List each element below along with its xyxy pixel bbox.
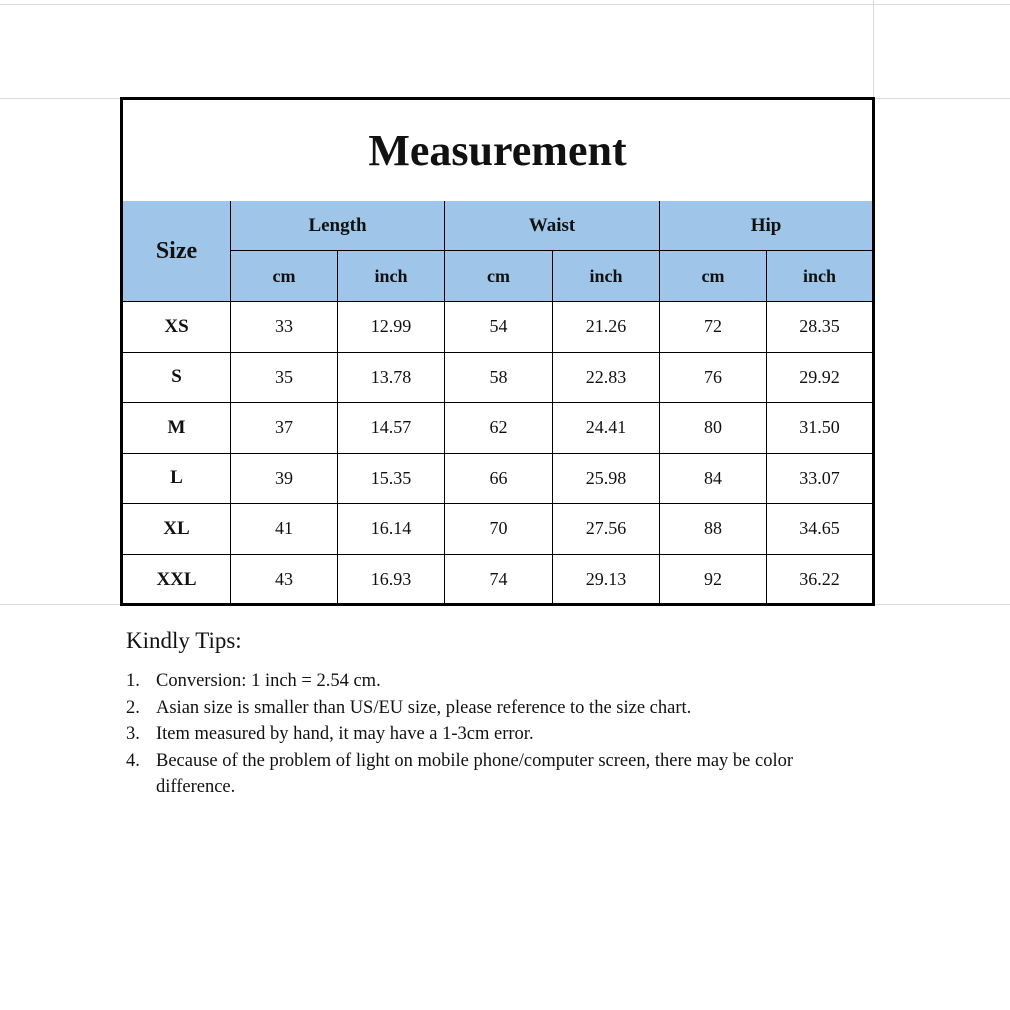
size-cell: XL bbox=[123, 504, 231, 555]
value-cell: 14.57 bbox=[338, 403, 445, 454]
table-title: Measurement bbox=[123, 100, 872, 202]
size-cell: XS bbox=[123, 302, 231, 353]
value-cell: 43 bbox=[231, 555, 338, 606]
value-cell: 15.35 bbox=[338, 454, 445, 505]
value-cell: 76 bbox=[660, 353, 767, 404]
group-header-waist: Waist bbox=[445, 201, 660, 251]
unit-header: inch bbox=[553, 251, 660, 302]
tip-number: 1. bbox=[126, 671, 140, 691]
tip-text: Item measured by hand, it may have a 1-3cm error. bbox=[156, 724, 534, 744]
value-cell: 12.99 bbox=[338, 302, 445, 353]
value-cell: 39 bbox=[231, 454, 338, 505]
value-cell: 80 bbox=[660, 403, 767, 454]
unit-header: cm bbox=[231, 251, 338, 302]
tips-title: Kindly Tips: bbox=[126, 628, 242, 653]
group-header-length: Length bbox=[231, 201, 445, 251]
value-cell: 29.13 bbox=[553, 555, 660, 606]
unit-header: cm bbox=[445, 251, 553, 302]
gridline bbox=[0, 4, 1010, 5]
value-cell: 62 bbox=[445, 403, 553, 454]
unit-header: inch bbox=[338, 251, 445, 302]
value-cell: 33 bbox=[231, 302, 338, 353]
value-cell: 13.78 bbox=[338, 353, 445, 404]
size-cell: L bbox=[123, 454, 231, 505]
value-cell: 24.41 bbox=[553, 403, 660, 454]
value-cell: 72 bbox=[660, 302, 767, 353]
value-cell: 66 bbox=[445, 454, 553, 505]
value-cell: 22.83 bbox=[553, 353, 660, 404]
tip-text: Because of the problem of light on mobile phone/computer screen, there may be color difference. bbox=[156, 750, 794, 797]
group-header-hip: Hip bbox=[660, 201, 872, 251]
value-cell: 84 bbox=[660, 454, 767, 505]
tip-item bbox=[126, 748, 846, 801]
value-cell: 74 bbox=[445, 555, 553, 606]
size-column-header: Size bbox=[123, 201, 231, 302]
tip-item bbox=[126, 668, 846, 695]
value-cell: 31.50 bbox=[767, 403, 872, 454]
value-cell: 34.65 bbox=[767, 504, 872, 555]
value-cell: 92 bbox=[660, 555, 767, 606]
value-cell: 29.92 bbox=[767, 353, 872, 404]
value-cell: 41 bbox=[231, 504, 338, 555]
value-cell: 21.26 bbox=[553, 302, 660, 353]
value-cell: 35 bbox=[231, 353, 338, 404]
tips-section bbox=[126, 628, 846, 801]
tip-number: 4. bbox=[126, 750, 140, 771]
tip-text: Conversion: 1 inch = 2.54 cm. bbox=[156, 671, 381, 691]
value-cell: 88 bbox=[660, 504, 767, 555]
unit-header: cm bbox=[660, 251, 767, 302]
value-cell: 36.22 bbox=[799, 569, 840, 590]
value-cell: 58 bbox=[445, 353, 553, 404]
tip-number: 2. bbox=[126, 697, 140, 718]
size-cell: M bbox=[123, 403, 231, 454]
size-cell: XXL bbox=[123, 555, 231, 606]
tip-item bbox=[126, 721, 846, 748]
value-cell: 16.14 bbox=[338, 504, 445, 555]
value-cell: 27.56 bbox=[553, 504, 660, 555]
tip-number: 3. bbox=[126, 724, 140, 744]
tips-list bbox=[126, 668, 846, 801]
value-cell: 28.35 bbox=[767, 302, 872, 353]
tip-item bbox=[126, 695, 846, 722]
value-cell: 33.07 bbox=[767, 454, 872, 505]
value-cell: 54 bbox=[445, 302, 553, 353]
value-cell: 16.93 bbox=[338, 555, 445, 606]
value-cell: 37 bbox=[231, 403, 338, 454]
size-cell: S bbox=[123, 353, 231, 404]
unit-header: inch bbox=[767, 251, 872, 302]
value-cell: 25.98 bbox=[553, 454, 660, 505]
tip-text: Asian size is smaller than US/EU size, please reference to the size chart. bbox=[156, 697, 692, 718]
value-cell: 70 bbox=[445, 504, 553, 555]
size-chart-table bbox=[120, 97, 875, 606]
